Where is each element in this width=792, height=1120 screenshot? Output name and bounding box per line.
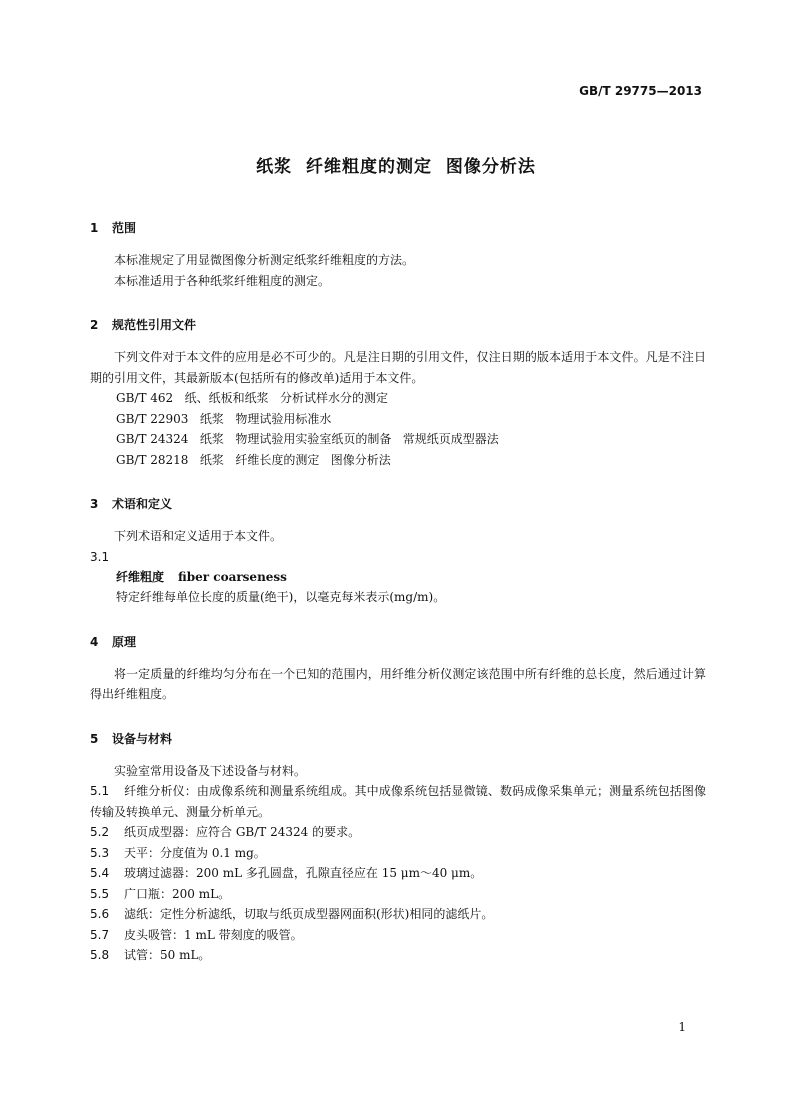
item-number: 5.3 bbox=[90, 845, 110, 860]
section-title: 术语和定义 bbox=[112, 497, 173, 511]
paragraph: 下列文件对于本文件的应用是必不可少的。凡是注日期的引用文件，仅注日期的版本适用于本文件。凡是不注日期的引用文件，其最新版本(包括所有的修改单)适用于本文件。 bbox=[90, 350, 706, 385]
section-title: 范围 bbox=[112, 221, 137, 235]
reference-item: GB/T 462 纸、纸板和纸浆 分析试样水分的测定 bbox=[116, 391, 389, 405]
list-item bbox=[90, 945, 706, 966]
section-number: 4 bbox=[90, 634, 99, 649]
section-number: 5 bbox=[90, 731, 99, 746]
section-number: 1 bbox=[90, 221, 99, 235]
item-text: 纸页成型器：应符合 GB/T 24324 的要求。 bbox=[124, 825, 361, 839]
section-heading-normative-references bbox=[90, 315, 706, 335]
list-item bbox=[90, 863, 706, 884]
item-text: 广口瓶：200 mL。 bbox=[124, 886, 231, 901]
list-item bbox=[90, 822, 706, 843]
term-definition: 特定纤维每单位长度的质量(绝干)，以毫克每米表示(mg/m)。 bbox=[116, 590, 446, 604]
list-item bbox=[90, 781, 706, 822]
paragraph: 实验室常用设备及下述设备与材料。 bbox=[114, 763, 307, 778]
document-title: 纸浆 纤维粗度的测定 图像分析法 bbox=[256, 157, 536, 177]
document-body bbox=[90, 218, 706, 966]
section-title: 设备与材料 bbox=[112, 731, 173, 746]
reference-item: GB/T 28218 纸浆 纤维长度的测定 图像分析法 bbox=[116, 452, 391, 467]
item-text: 纤维分析仪：由成像系统和测量系统组成。其中成像系统包括显微镜、数码成像采集单元；测量系统包括图像传输及转换单元、测量分析单元。 bbox=[90, 784, 706, 819]
section-heading-principle bbox=[90, 632, 706, 652]
item-number: 5.2 bbox=[90, 825, 110, 839]
section-title: 规范性引用文件 bbox=[112, 318, 197, 332]
item-text: 天平：分度值为 0.1 mg。 bbox=[124, 845, 266, 860]
section-heading-apparatus bbox=[90, 729, 706, 749]
paragraph: 本标准规定了用显微图像分析测定纸浆纤维粗度的方法。 bbox=[114, 253, 415, 267]
list-item bbox=[90, 925, 706, 946]
section-number: 3 bbox=[90, 497, 99, 511]
paragraph: 本标准适用于各种纸浆纤维粗度的测定。 bbox=[114, 273, 331, 288]
section-heading-scope bbox=[90, 218, 706, 238]
section-number: 2 bbox=[90, 318, 99, 332]
item-number: 5.7 bbox=[90, 927, 110, 942]
section-title: 原理 bbox=[112, 634, 137, 649]
item-number: 5.6 bbox=[90, 907, 110, 921]
term-entry bbox=[90, 567, 706, 588]
reference-item: GB/T 24324 纸浆 物理试验用实验室纸页的制备 常规纸页成型器法 bbox=[116, 432, 499, 446]
paragraph: 将一定质量的纤维均匀分布在一个已知的范围内，用纤维分析仪测定该范围中所有纤维的总长度，然后通过计算得出纤维粗度。 bbox=[90, 666, 706, 701]
list-item bbox=[90, 904, 706, 925]
item-text: 滤纸：定性分析滤纸，切取与纸页成型器网面积(形状)相同的滤纸片。 bbox=[124, 907, 494, 921]
list-item bbox=[90, 884, 706, 905]
item-number: 5.1 bbox=[90, 784, 110, 798]
paragraph: 下列术语和定义适用于本文件。 bbox=[114, 529, 283, 543]
item-text: 试管：50 mL。 bbox=[124, 948, 211, 962]
term-english: fiber coarseness bbox=[178, 569, 287, 584]
section-heading-terms bbox=[90, 494, 706, 514]
standard-code: GB/T 29775—2013 bbox=[579, 84, 702, 98]
page-number: 1 bbox=[678, 1020, 686, 1034]
term-chinese: 纤维粗度 bbox=[116, 569, 165, 584]
item-number: 5.4 bbox=[90, 866, 110, 880]
item-text: 玻璃过滤器：200 mL 多孔圆盘，孔隙直径应在 15 μm～40 μm。 bbox=[124, 866, 483, 880]
item-number: 5.8 bbox=[90, 948, 110, 962]
list-item bbox=[90, 843, 706, 864]
reference-item: GB/T 22903 纸浆 物理试验用标准水 bbox=[116, 411, 332, 426]
item-text: 皮头吸管：1 mL 带刻度的吸管。 bbox=[124, 927, 303, 942]
subsection-number: 3.1 bbox=[90, 549, 110, 564]
item-number: 5.5 bbox=[90, 886, 110, 901]
